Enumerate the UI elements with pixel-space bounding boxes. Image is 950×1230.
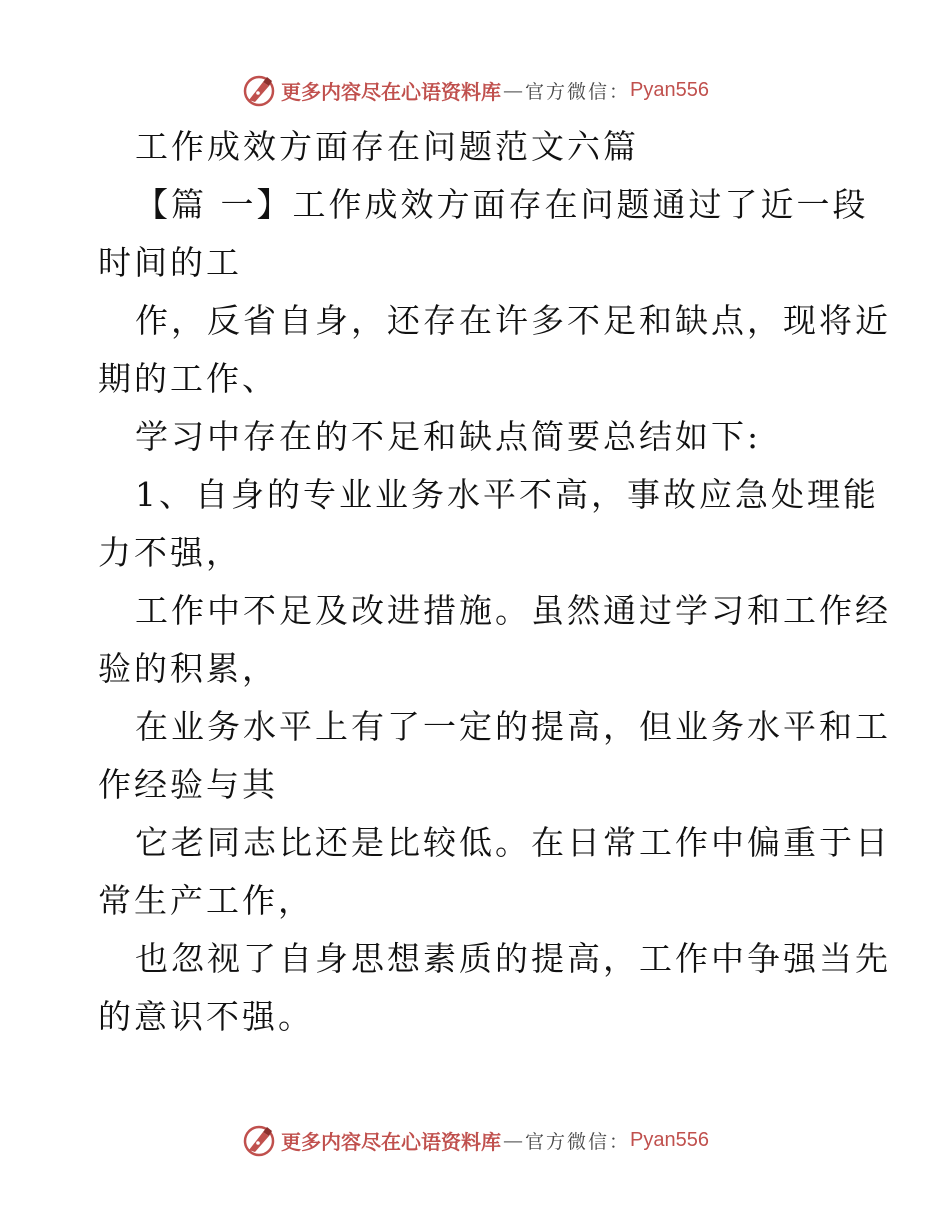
paragraph-line: 力不强， [98, 533, 242, 572]
paragraph-line: 【篇 一】工作成效方面存在问题通过了近一段 [135, 185, 869, 224]
banner-wechat-id: Pyan556 [630, 1128, 709, 1151]
header-banner [0, 70, 950, 110]
paragraph-line: 的意识不强。 [98, 997, 314, 1036]
banner-slogan: 更多内容尽在心语资料库 [281, 79, 501, 104]
banner-dash: — [503, 1128, 523, 1152]
paragraph-line: 工作中不足及改进措施。虽然通过学习和工作经 [135, 591, 891, 630]
paragraph-line: 作经验与其 [98, 765, 278, 804]
banner-wechat-label: 官方微信： [525, 80, 631, 103]
paragraph-line: 1、自身的专业业务水平不高，事故应急处理能 [135, 475, 879, 514]
document-title: 工作成效方面存在问题范文六篇 [135, 127, 639, 166]
banner-slogan: 更多内容尽在心语资料库 [281, 1129, 501, 1154]
pen-nib-logo-icon [241, 1122, 277, 1158]
paragraph-line: 时间的工 [98, 243, 242, 282]
paragraph-line: 验的积累， [98, 649, 278, 688]
paragraph-line: 它老同志比还是比较低。在日常工作中偏重于日 [135, 823, 891, 862]
pen-nib-logo-icon [241, 72, 277, 108]
paragraph-line: 期的工作、 [98, 359, 278, 398]
banner-wechat-label: 官方微信： [525, 1130, 631, 1153]
banner-dash: — [503, 78, 523, 102]
paragraph-line: 常生产工作， [98, 881, 314, 920]
paragraph-line: 作，反省自身，还存在许多不足和缺点，现将近 [135, 301, 891, 340]
footer-banner [0, 1120, 950, 1160]
paragraph-line: 也忽视了自身思想素质的提高，工作中争强当先 [135, 939, 891, 978]
banner-wechat-id: Pyan556 [630, 78, 709, 101]
paragraph-line: 在业务水平上有了一定的提高，但业务水平和工 [135, 707, 891, 746]
document-body [98, 118, 891, 1046]
paragraph-line: 学习中存在的不足和缺点简要总结如下: [135, 417, 762, 456]
